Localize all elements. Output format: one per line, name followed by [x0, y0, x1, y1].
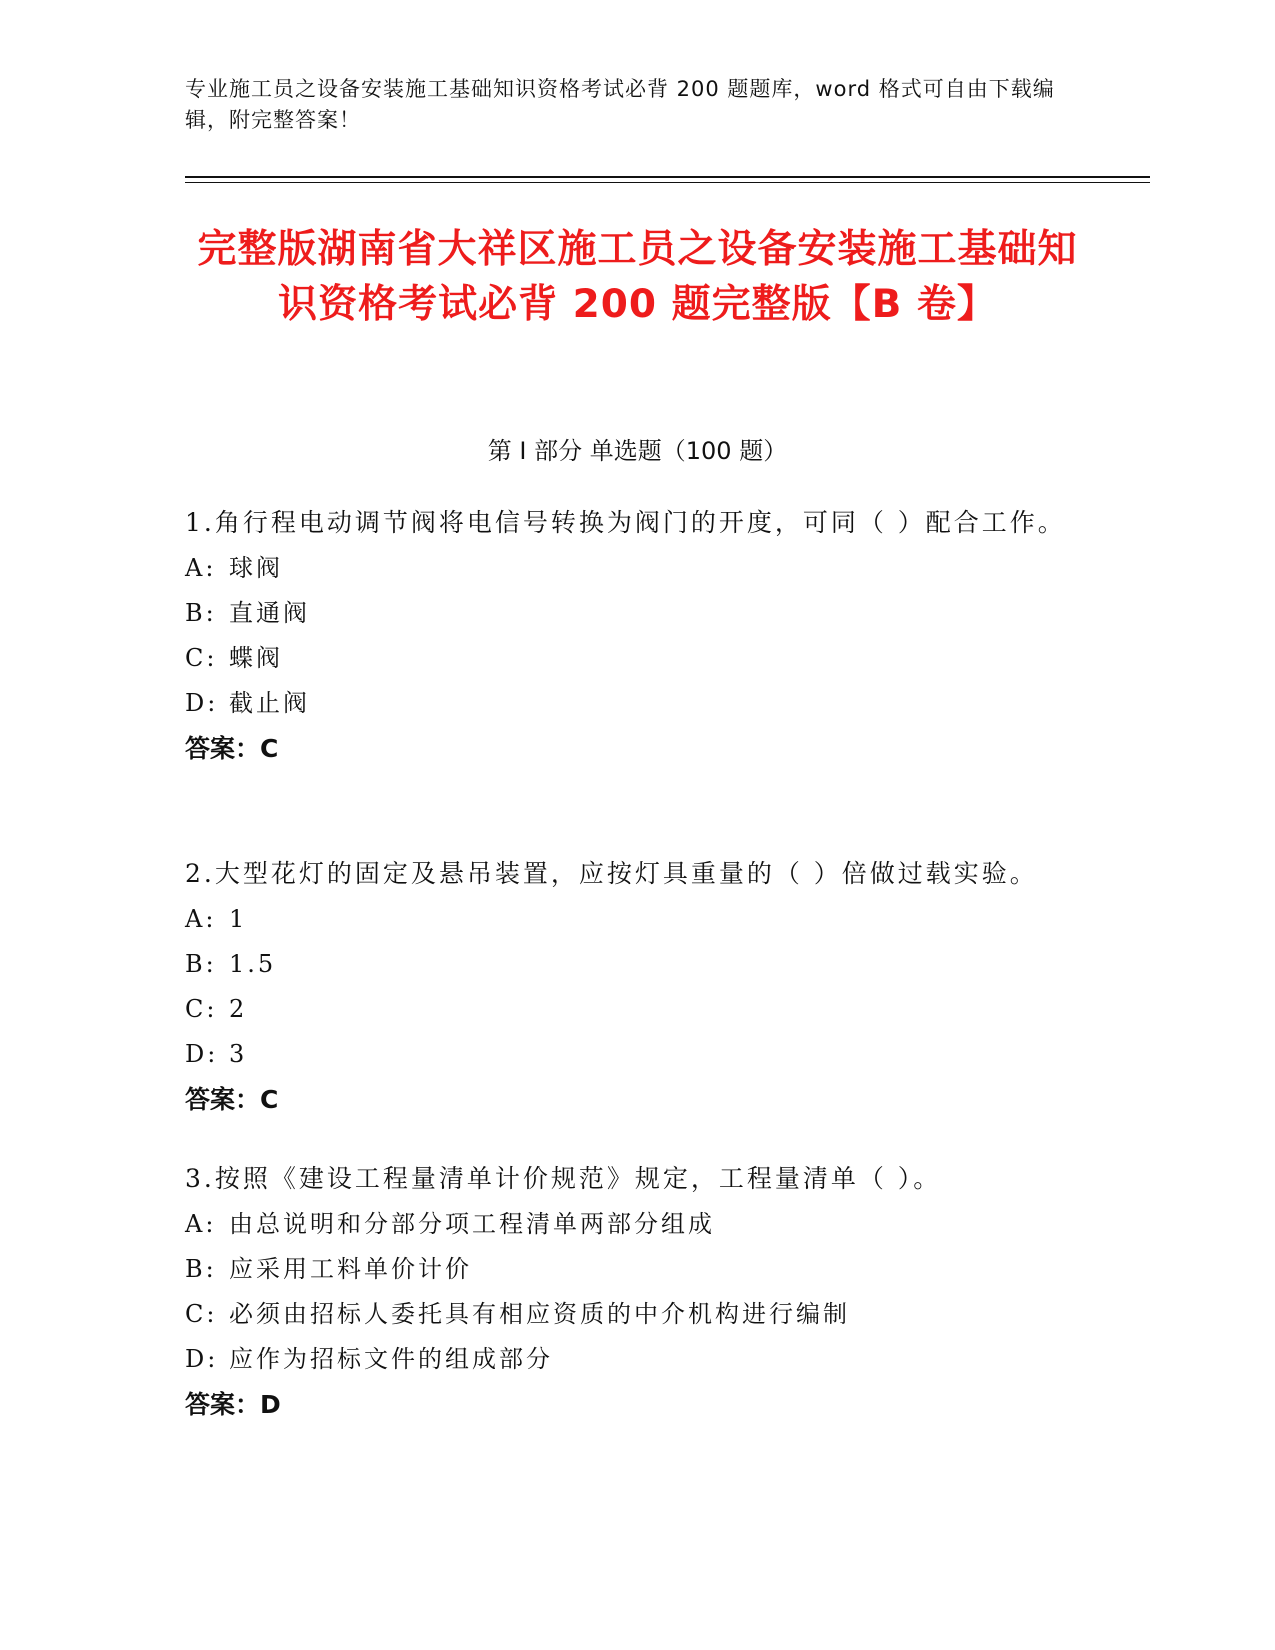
- header-divider-thin: [185, 182, 1150, 183]
- option-key: B:: [185, 599, 217, 627]
- option-text: 2: [229, 995, 248, 1023]
- question-3: [185, 1156, 1085, 1428]
- option-text: 3: [229, 1040, 248, 1068]
- option-text: 截止阀: [229, 689, 310, 717]
- option-key: C:: [185, 995, 218, 1023]
- option-text: 蝶阀: [229, 644, 283, 672]
- answer: 答案：C: [185, 734, 279, 763]
- option-text: 必须由招标人委托具有相应资质的中介机构进行编制: [229, 1300, 850, 1328]
- option-d: [185, 1032, 1085, 1077]
- option-text: 1: [229, 905, 248, 933]
- option-c: [185, 987, 1085, 1032]
- option-text: 球阀: [229, 554, 283, 582]
- option-key: C:: [185, 1300, 218, 1328]
- question-text: 2.大型花灯的固定及悬吊装置，应按灯具重量的（ ）倍做过载实验。: [185, 859, 1038, 888]
- option-d: [185, 681, 1085, 726]
- option-a: [185, 1202, 1085, 1247]
- header-divider-thick: [185, 176, 1150, 178]
- option-key: B:: [185, 950, 217, 978]
- option-d: [185, 1337, 1085, 1382]
- question-text: 1.角行程电动调节阀将电信号转换为阀门的开度，可同（ ）配合工作。: [185, 508, 1066, 537]
- option-text: 应采用工料单价计价: [229, 1255, 472, 1283]
- question-2: [185, 851, 1085, 1123]
- option-c: [185, 636, 1085, 681]
- answer: 答案：C: [185, 1085, 279, 1114]
- option-text: 1.5: [229, 950, 277, 978]
- option-key: A:: [185, 554, 217, 582]
- option-key: D:: [185, 1040, 219, 1068]
- option-text: 直通阀: [229, 599, 310, 627]
- option-text: 由总说明和分部分项工程清单两部分组成: [229, 1210, 715, 1238]
- option-key: D:: [185, 689, 219, 717]
- option-b: [185, 1247, 1085, 1292]
- header-note: 专业施工员之设备安装施工基础知识资格考试必背 200 题题库，word 格式可自由下载编辑，附完整答案！: [185, 77, 1055, 132]
- option-key: B:: [185, 1255, 217, 1283]
- question-1: [185, 500, 1085, 772]
- option-text: 应作为招标文件的组成部分: [229, 1345, 553, 1373]
- option-key: C:: [185, 644, 218, 672]
- option-key: A:: [185, 905, 217, 933]
- option-b: [185, 591, 1085, 636]
- section-heading: 第 I 部分 单选题（100 题）: [487, 437, 788, 465]
- option-a: [185, 897, 1085, 942]
- option-b: [185, 942, 1085, 987]
- document-title: 完整版湖南省大祥区施工员之设备安装施工基础知识资格考试必背 200 题完整版【B 卷】: [197, 227, 1078, 327]
- answer: 答案：D: [185, 1390, 281, 1419]
- option-c: [185, 1292, 1085, 1337]
- option-key: A:: [185, 1210, 217, 1238]
- option-a: [185, 546, 1085, 591]
- question-text: 3.按照《建设工程量清单计价规范》规定，工程量清单（ ）。: [185, 1164, 942, 1193]
- option-key: D:: [185, 1345, 219, 1373]
